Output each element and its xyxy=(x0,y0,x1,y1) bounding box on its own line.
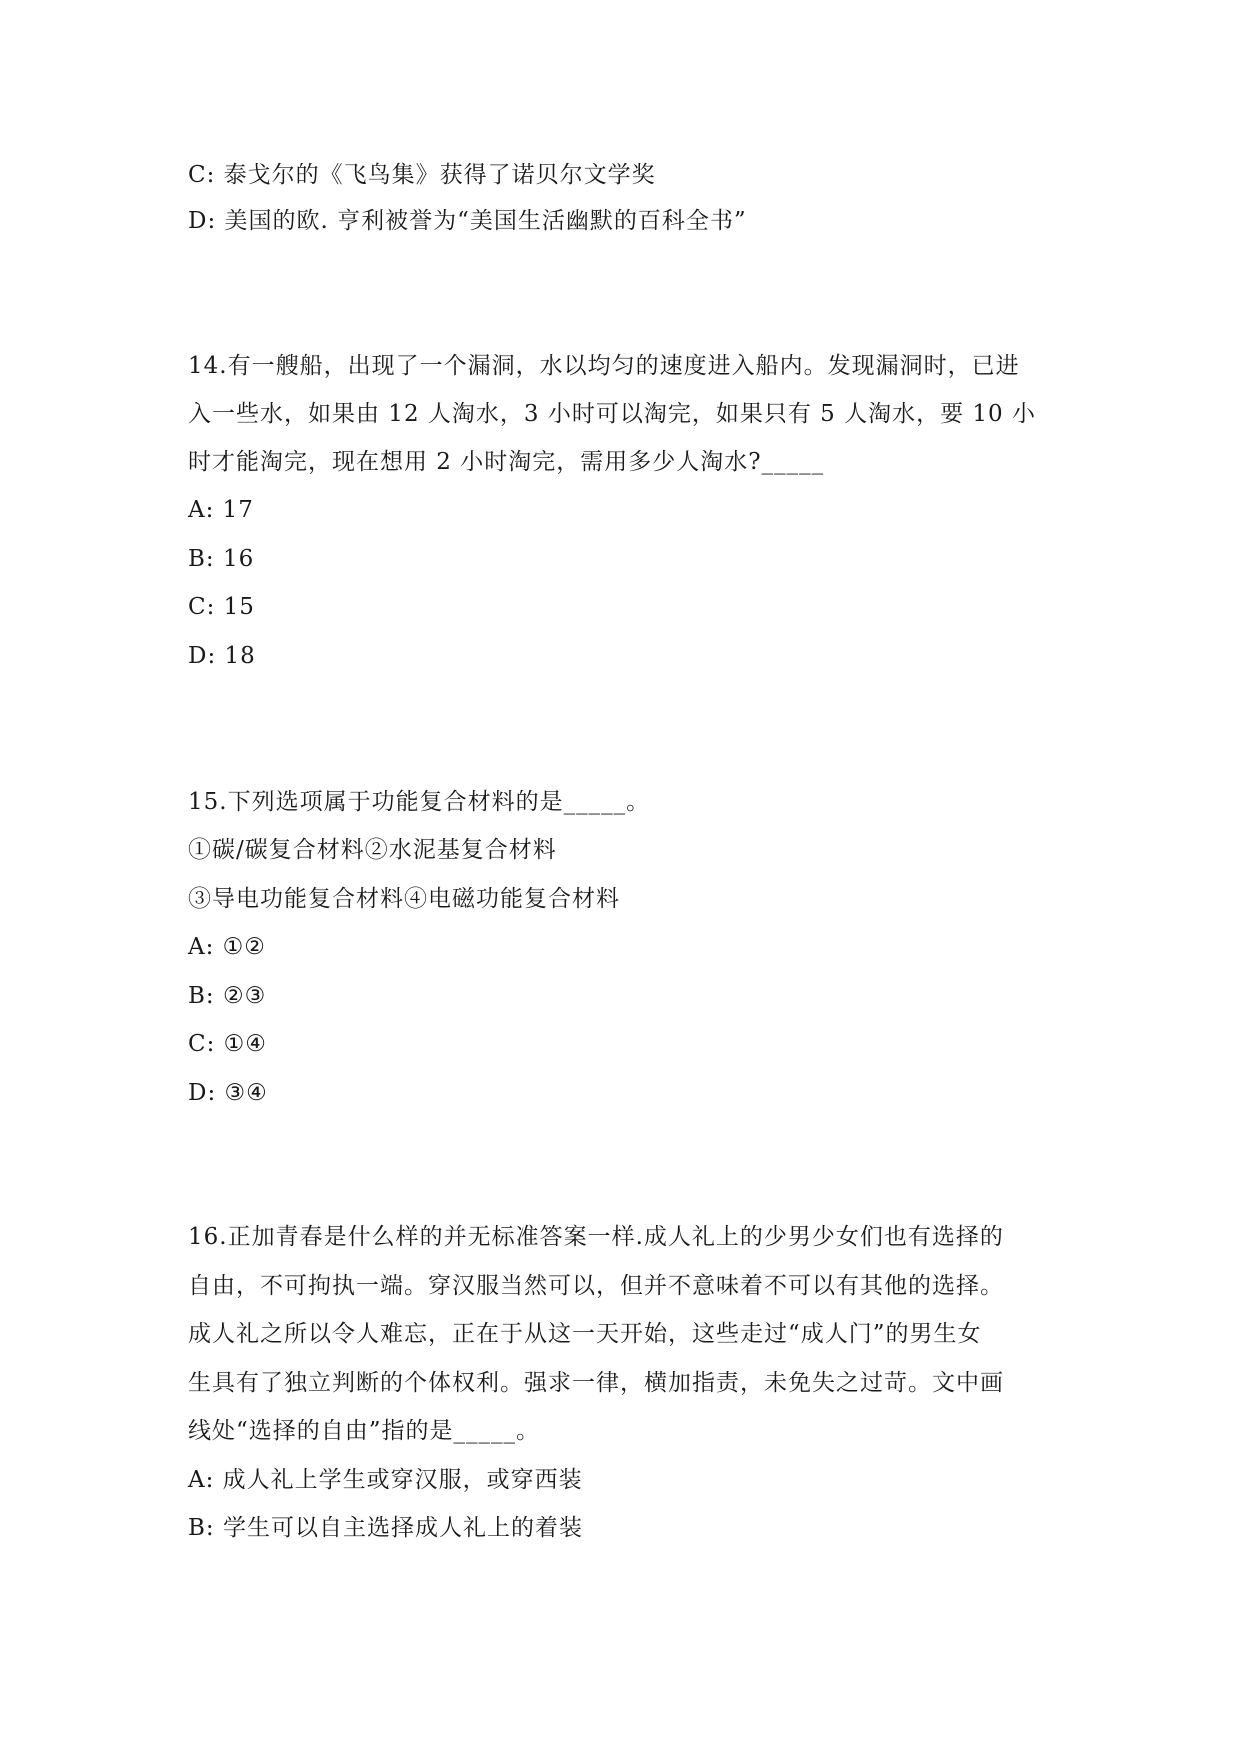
q14-option-c: C: 15 xyxy=(188,594,255,620)
q14-option-b: B: 16 xyxy=(188,546,255,572)
q15-stem-line-2: ①碳/碳复合材料②水泥基复合材料 xyxy=(188,837,557,863)
q13-option-c: C: 泰戈尔的《飞鸟集》获得了诺贝尔文学奖 xyxy=(188,162,656,188)
q14-option-d: D: 18 xyxy=(188,643,256,669)
q15-option-b: B: ②③ xyxy=(188,983,267,1009)
q13-option-d: D: 美国的欧. 亨利被誉为“美国生活幽默的百科全书” xyxy=(188,208,747,234)
q16-stem-line-2: 自由，不可拘执一端。穿汉服当然可以，但并不意味着不可以有其他的选择。 xyxy=(188,1273,1004,1299)
q16-stem-line-1: 16.正加青春是什么样的并无标准答案一样.成人礼上的少男少女们也有选择的 xyxy=(188,1224,1004,1250)
q15-stem-line-1: 15.下列选项属于功能复合材料的是_____。 xyxy=(188,789,651,815)
q14-stem-line-1: 14.有一艘船，出现了一个漏洞，水以均匀的速度进入船内。发现漏洞时，已进 xyxy=(188,353,1020,379)
q15-option-d: D: ③④ xyxy=(188,1080,268,1106)
q16-stem-line-5: 线处“选择的自由”指的是_____。 xyxy=(188,1418,541,1444)
q14-stem-line-2: 入一些水，如果由 12 人淘水，3 小时可以淘完，如果只有 5 人淘水，要 10 小 xyxy=(188,401,1036,427)
q14-option-a: A: 17 xyxy=(188,497,254,523)
q16-stem-line-3: 成人礼之所以令人难忘，正在于从这一天开始，这些走过“成人门”的男生女 xyxy=(188,1321,982,1347)
q14-stem-line-3: 时才能淘完，现在想用 2 小时淘完，需用多少人淘水?_____ xyxy=(188,449,825,475)
q15-stem-line-3: ③导电功能复合材料④电磁功能复合材料 xyxy=(188,886,620,912)
q15-option-c: C: ①④ xyxy=(188,1031,267,1057)
q16-option-a: A: 成人礼上学生或穿汉服，或穿西装 xyxy=(188,1467,583,1493)
q15-option-a: A: ①② xyxy=(188,934,266,960)
q16-option-b: B: 学生可以自主选择成人礼上的着装 xyxy=(188,1515,583,1541)
q16-stem-line-4: 生具有了独立判断的个体权利。强求一律，横加指责，未免失之过苛。文中画 xyxy=(188,1370,1004,1396)
